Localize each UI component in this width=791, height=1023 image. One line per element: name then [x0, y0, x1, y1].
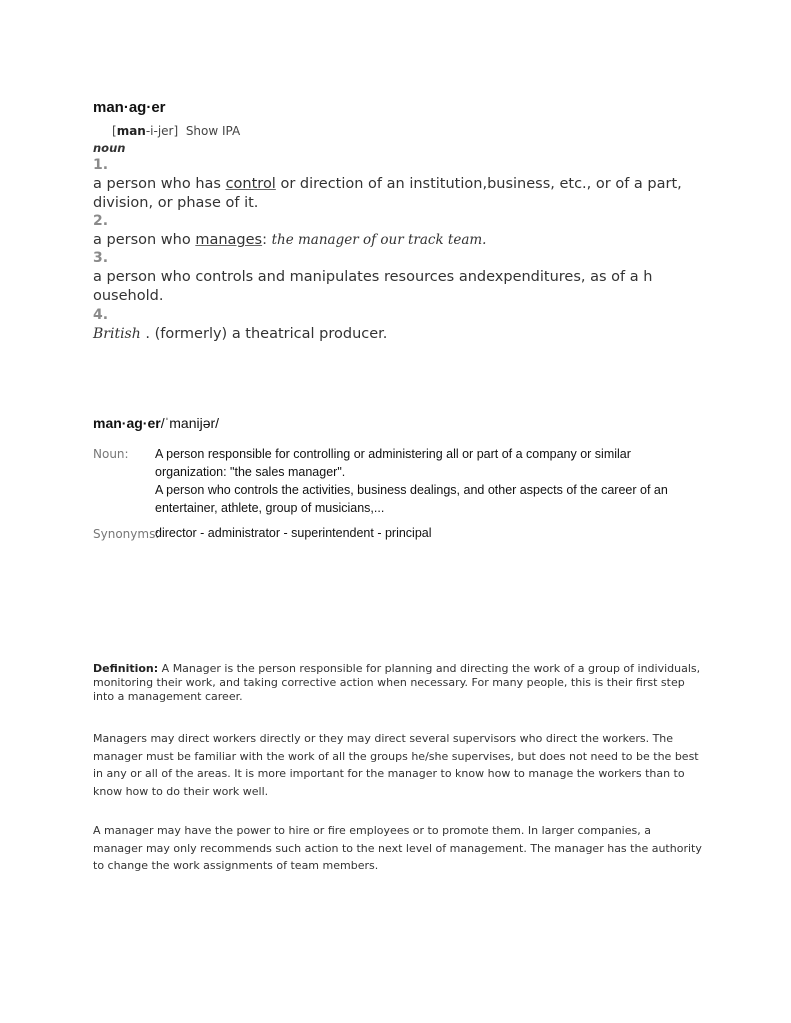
synonyms-label: Synonyms:	[93, 527, 160, 541]
manages-link[interactable]: manages	[195, 232, 263, 248]
pronunciation	[112, 124, 240, 138]
sense-number: 3.	[93, 250, 109, 266]
entry1-headword: man·ag·er	[93, 99, 166, 116]
show-ipa-link[interactable]: Show IPA	[185, 124, 241, 138]
control-link[interactable]: control	[225, 176, 276, 192]
entry2-headword	[93, 415, 219, 431]
sense-text: :	[262, 232, 272, 248]
entry2-word: man·ag·er	[93, 415, 161, 431]
sense-definition	[93, 325, 703, 344]
sense-number: 4.	[93, 307, 109, 323]
sense-text: . (formerly) a theatrical producer.	[140, 326, 388, 342]
body-paragraph: Managers may direct workers directly or they may direct several supervisors who direct the workers. The manager must be familiar with the work of all the groups he/she supervises, but does not need to be the best in any or all of the areas. It is more important for the manager to know how to manage the workers than to know how to do their work well.	[93, 732, 699, 798]
sense-text: or direction of an institution,business, etc., or of a part, division, or phase of it.	[93, 176, 682, 211]
entry2-ipa: /ˈmanijər/	[160, 415, 220, 431]
body-paragraph: A manager may have the power to hire or fire employees or to promote them. In larger companies, a manager may only recommends such action to the next level of management. The manager has the authority to change the work assignments of team members.	[93, 824, 702, 872]
definition-text: A Manager is the person responsible for planning and directing the work of a group of individuals, monitoring their work, and taking corrective action when necessary. For many people, this is their first step into a management career.	[93, 662, 701, 703]
noun-label: Noun:	[93, 447, 129, 461]
noun-definition: A person responsible for controlling or administering all or part of a company or similar organization: "the sales manager".	[155, 447, 631, 479]
definition-label: Definition:	[93, 662, 159, 675]
usage-example: the manager of our track team.	[271, 232, 487, 248]
sense-number: 2.	[93, 213, 109, 229]
pron-open: [	[112, 124, 117, 138]
sense-definition: a person who controls and manipulates resources andexpenditures, as of a h ousehold.	[93, 269, 653, 304]
pron-stress: man	[116, 124, 146, 138]
sense-definition	[93, 231, 703, 250]
pron-rest: -i-jer]	[145, 124, 179, 138]
sense-definition	[93, 175, 703, 213]
sense-number: 1.	[93, 157, 109, 173]
sense-text: a person who	[93, 232, 196, 248]
definition-paragraph	[93, 662, 703, 704]
sense-text: a person who has	[93, 176, 226, 192]
region-label: British	[93, 326, 141, 342]
noun-definition: A person who controls the activities, business dealings, and other aspects of the career of an entertainer, athlete, group of musicians,...	[155, 483, 668, 515]
part-of-speech: noun	[93, 141, 126, 155]
synonyms-list: director - administrator - superintendent - principal	[155, 526, 432, 540]
